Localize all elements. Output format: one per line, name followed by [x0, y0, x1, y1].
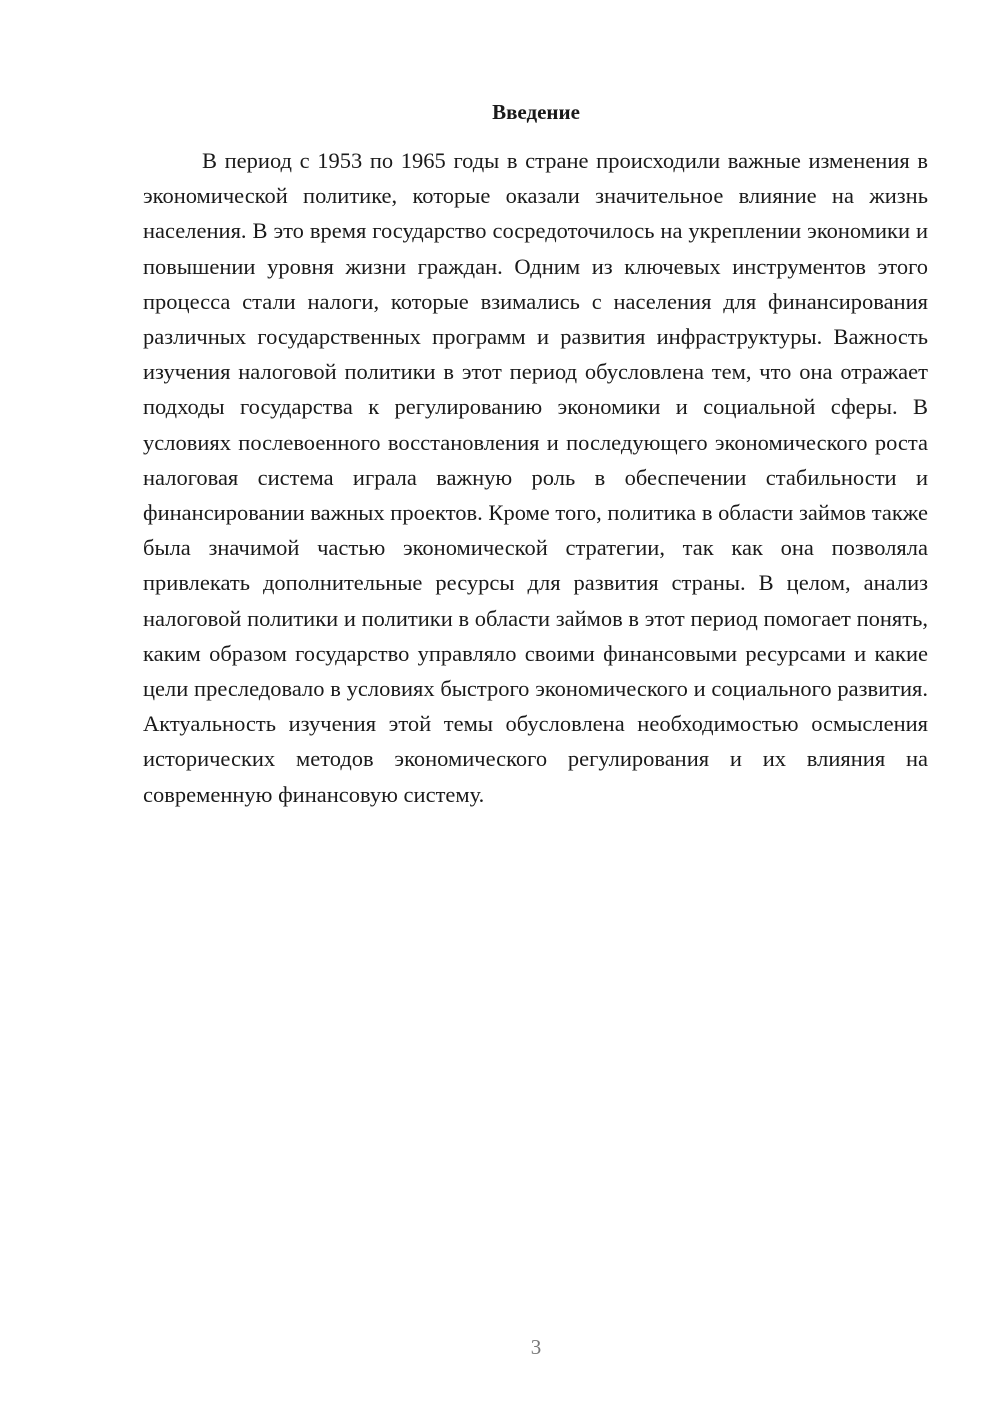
body-paragraph: В период с 1953 по 1965 годы в стране происходили важные изменения в экономической политике, которые оказали значительное влияние на жизнь населения. В это время государство сосредоточилось на укреплении экономики и повышении уровня жизни граждан. Одним из ключевых инструментов этого процесса стали налоги, которые взимались с населения для финансирования различных государственных программ и развития инфраструктуры. Важность изучения налоговой политики в этот период обусловлена тем, что она отражает подходы государства к регулированию экономики и социальной сферы. В условиях послевоенного восстановления и последующего экономического роста налоговая система играла важную роль в обеспечении стабильности и финансировании важных проектов. Кроме того, политика в области займов также была значимой частью экономической стратегии, так как она позволяла привлекать дополнительные ресурсы для развития страны. В целом, анализ налоговой политики и политики в области займов в этот период помогает понять, каким образом государство управляло своими финансовыми ресурсами и какие цели преследовало в условиях быстрого экономического и социального развития. Актуальность изучения этой темы обусловлена необходимостью осмысления исторических методов экономического регулирования и их влияния на современную финансовую систему. [143, 148, 928, 807]
page-number: 3 [530, 1335, 542, 1359]
section-heading: Введение [492, 100, 580, 124]
